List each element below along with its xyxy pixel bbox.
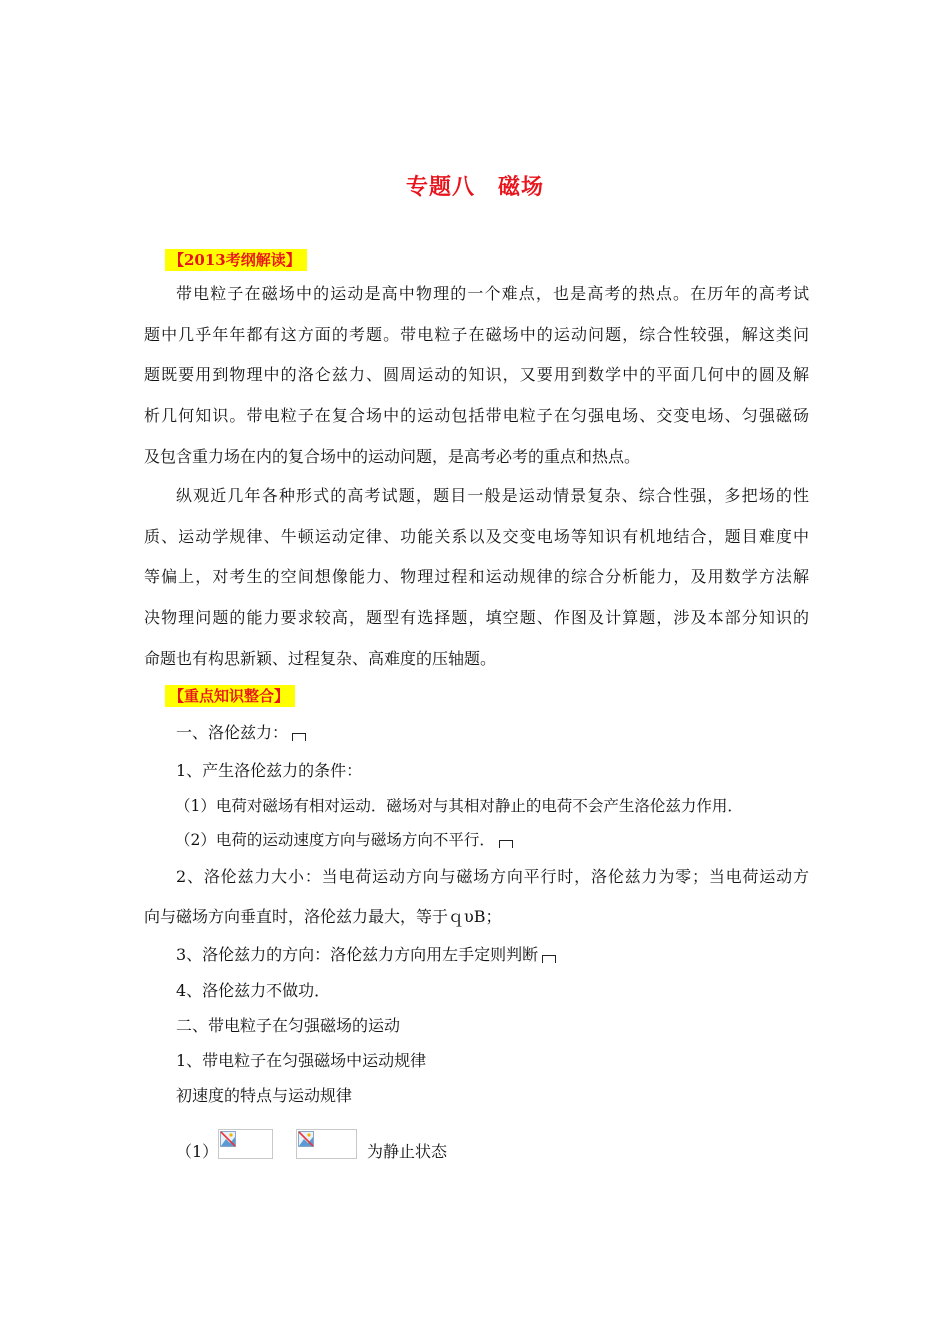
item-condition-1: （1）电荷对磁场有相对运动．磁场对与其相对静止的电荷不会产生洛伦兹力作用． xyxy=(175,797,743,815)
paragraph-line: 及包含重力场在内的复合场中的运动问题，是高考必考的重点和热点。 xyxy=(144,446,641,466)
broken-image-icon xyxy=(298,1131,314,1147)
paragraph-line: 带电粒子在磁场中的运动是高中物理的一个难点，也是高考的热点。在历年的高考试 xyxy=(176,284,809,303)
item-direction xyxy=(176,945,556,965)
broken-image-icon xyxy=(220,1131,236,1147)
heading-text: 一、洛伦兹力： xyxy=(176,723,289,742)
paragraph-line: 题既要用到物理中的洛仑兹力、圆周运动的知识，又要用到数学中的平面几何中的圆及解 xyxy=(144,365,809,385)
broken-image-placeholder xyxy=(296,1129,357,1159)
heading-uniform-field-motion: 二、带电粒子在匀强磁场的运动 xyxy=(176,1016,401,1035)
final-row-suffix: 为静止状态 xyxy=(367,1142,448,1161)
placeholder-mark-icon xyxy=(292,733,306,741)
item-initial-velocity: 初速度的特点与运动规律 xyxy=(176,1086,353,1105)
broken-image-placeholder xyxy=(218,1129,273,1159)
page-title: 专题八 磁场 xyxy=(405,174,544,200)
paragraph-line: 命题也有构思新颖、过程复杂、高难度的压轴题。 xyxy=(144,648,497,668)
heading-lorentz-force xyxy=(176,723,306,743)
paragraph-line: 析几何知识。带电粒子在复合场中的运动包括带电粒子在匀强电场、交变电场、匀强磁砀 xyxy=(144,406,809,426)
final-row-prefix: （1） xyxy=(176,1142,219,1161)
paragraph-line: 质、运动学规律、牛顿运动定律、功能关系以及交变电场等知识有机地结合，题目难度中 xyxy=(144,526,809,546)
paragraph-line: 题中几乎年年都有这方面的考题。带电粒子在磁场中的运动问题，综合性较强，解这类问 xyxy=(144,324,809,344)
item-text: 3、洛伦兹力的方向：洛伦兹力方向用左手定则判断 xyxy=(176,945,539,964)
paragraph-line: 等偏上，对考生的空间想像能力、物理过程和运动规律的综合分析能力，及用数学方法解 xyxy=(144,567,809,587)
item-magnitude xyxy=(144,857,809,937)
item-text: （2）电荷的运动速度方向与磁场方向不平行． xyxy=(175,831,495,849)
item-condition-2 xyxy=(175,830,513,850)
paragraph-exam-outline-1 xyxy=(144,274,809,477)
placeholder-mark-icon xyxy=(499,840,513,848)
placeholder-mark-icon xyxy=(542,955,556,963)
section-label-exam-outline: 【2013考纲解读】 xyxy=(165,249,307,271)
section-label-key-knowledge: 【重点知识整合】 xyxy=(165,685,295,707)
item-motion-law: 1、带电粒子在匀强磁场中运动规律 xyxy=(176,1051,427,1070)
item-no-work: 4、洛伦兹力不做功． xyxy=(176,981,331,1000)
paragraph-line: 向与磁场方向垂直时，洛伦兹力最大，等于ｑυB； xyxy=(144,907,502,926)
paragraph-line: 纵观近几年各种形式的高考试题，题目一般是运动情景复杂、综合性强，多把场的性 xyxy=(176,486,809,505)
item-condition: 1、产生洛伦兹力的条件： xyxy=(176,761,363,780)
paragraph-exam-outline-2 xyxy=(144,476,809,679)
paragraph-line: 2、洛伦兹力大小：当电荷运动方向与磁场方向平行时，洛伦兹力为零；当电荷运动方 xyxy=(176,867,809,886)
paragraph-line: 决物理问题的能力要求较高，题型有选择题，填空题、作图及计算题，涉及本部分知识的 xyxy=(144,608,809,628)
